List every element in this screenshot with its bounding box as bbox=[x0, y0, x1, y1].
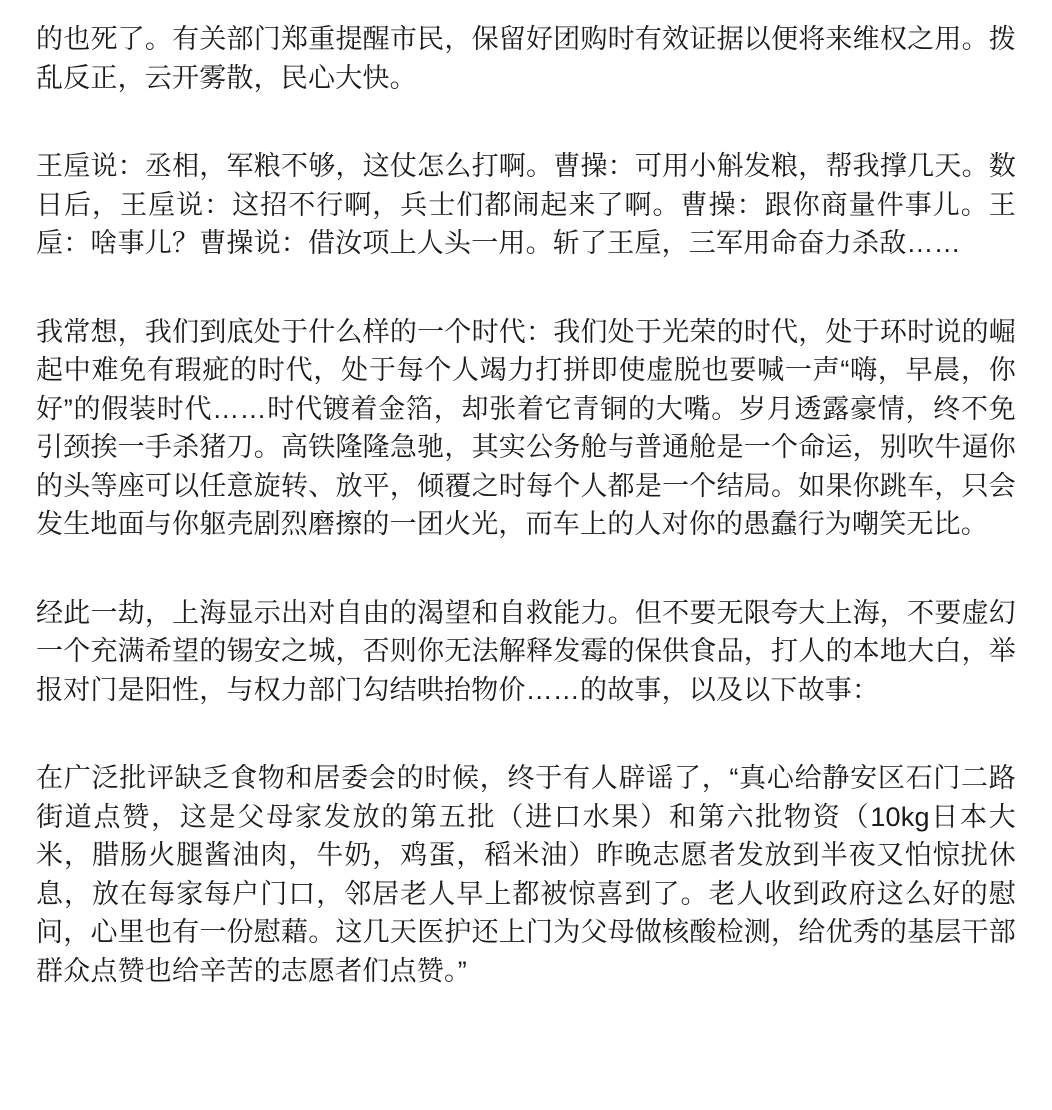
paragraph-4: 经此一劫，上海显示出对自由的渴望和自救能力。但不要无限夸大上海，不要虚幻一个充满希望的锡安之城，否则你无法解释发霉的保供食品，打人的本地大白，举报对门是阳性，与权力部门勾结哄抬物价……的故事，以及以下故事： bbox=[36, 597, 1016, 705]
paragraph-2: 王垕说：丞相，军粮不够，这仗怎么打啊。曹操：可用小斛发粮，帮我撑几天。数日后，王垕说：这招不行啊，兵士们都闹起来了啊。曹操：跟你商量件事儿。王垕：啥事儿？曹操说：借汝项上人头一用。斩了王垕，三军用命奋力杀敌…… bbox=[36, 151, 1016, 258]
paragraph-5: 在广泛批评缺乏食物和居委会的时候，终于有人辟谣了，“真心给静安区石门二路街道点赞，这是父母家发放的第五批（进口水果）和第六批物资（10kg日本大米，腊肠火腿酱油肉，牛奶，鸡蛋，稻米油）昨晚志愿者发放到半夜又怕惊扰休息，放在每家每户门口，邻居老人早上都被惊喜到了。老人收到政府这么好的慰问，心里也有一份慰藉。这几天医护还上门为父母做核酸检测，给优秀的基层干部群众点赞也给辛苦的志愿者们点赞。” bbox=[36, 763, 1016, 986]
paragraph-1: 的也死了。有关部门郑重提醒市民，保留好团购时有效证据以便将来维权之用。拨乱反正，云开雾散，民心大快。 bbox=[36, 24, 1016, 93]
paragraph-3: 我常想，我们到底处于什么样的一个时代：我们处于光荣的时代，处于环时说的崛起中难免有瑕疵的时代，处于每个人竭力打拼即使虚脱也要喊一声“嗨，早晨，你好”的假装时代……时代镀着金箔，却张着它青铜的大嘴。岁月透露豪情，终不免引颈挨一手杀猪刀。高铁隆隆急驰，其实公务舱与普通舱是一个命运，别吹牛逼你的头等座可以任意旋转、放平，倾覆之时每个人都是一个结局。如果你跳车，只会发生地面与你躯壳剧烈磨擦的一团火光，而车上的人对你的愚蠢行为嘲笑无比。 bbox=[36, 316, 1016, 539]
article-body bbox=[36, 20, 1016, 990]
